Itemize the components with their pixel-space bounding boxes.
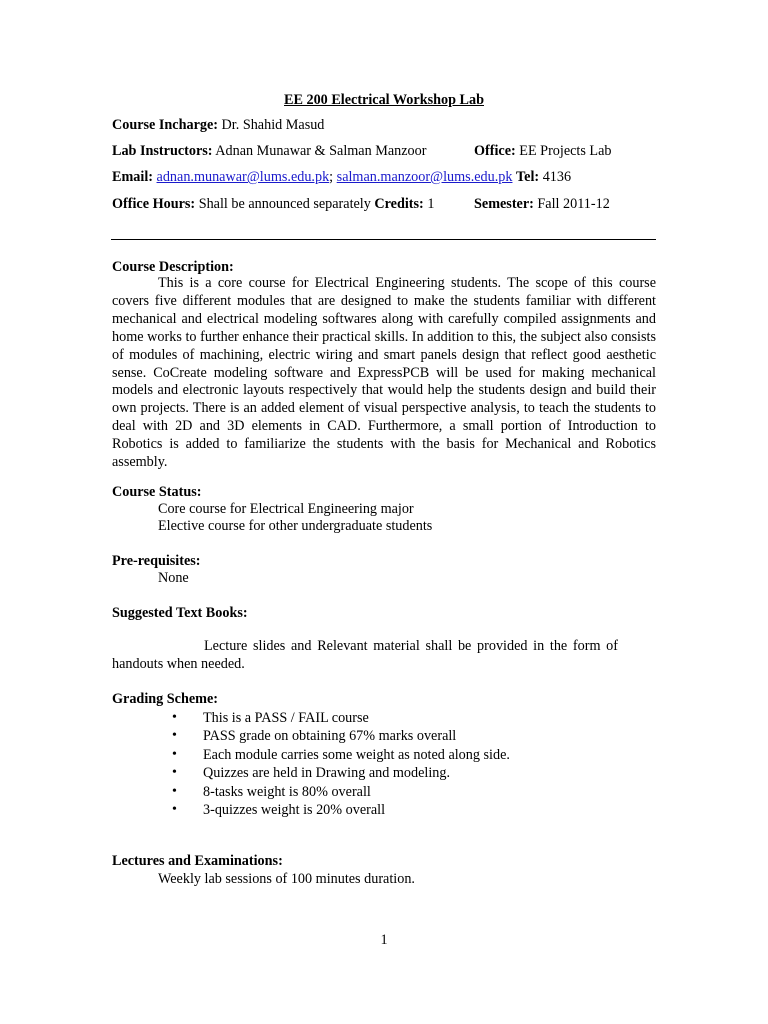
status-heading: Course Status: xyxy=(112,484,202,500)
description-paragraph xyxy=(112,275,656,472)
hours-value: Shall be announced separately xyxy=(195,196,375,212)
email-separator: ; xyxy=(329,169,334,185)
grading-heading: Grading Scheme: xyxy=(112,691,219,707)
header-divider xyxy=(111,239,656,240)
grading-item-text: 3-quizzes weight is 20% overall xyxy=(203,802,386,818)
instructors-value: Adnan Munawar & Salman Manzoor xyxy=(212,143,427,159)
bullet-icon: • xyxy=(172,728,177,743)
hours-label: Office Hours: xyxy=(112,196,196,212)
incharge-value: Dr. Shahid Masud xyxy=(218,117,325,133)
semester-value: Fall 2011-12 xyxy=(533,196,610,212)
description-heading: Course Description: xyxy=(112,259,234,275)
credits-label: Credits: xyxy=(374,196,424,212)
status-line-1: Core course for Electrical Engineering major xyxy=(158,501,414,517)
instructors-label: Lab Instructors: xyxy=(112,143,213,159)
grading-item-text: PASS grade on obtaining 67% marks overall xyxy=(203,728,457,744)
hours-line xyxy=(112,195,434,213)
office-value: EE Projects Lab xyxy=(515,143,612,159)
bullet-icon: • xyxy=(172,784,177,799)
tel-value: 4136 xyxy=(539,169,572,185)
semester-label: Semester: xyxy=(474,196,534,212)
prereq-value: None xyxy=(158,570,189,586)
description-text: This is a core course for Electrical Engineering students. The scope of this course covers five different modules that are designed to make the students familiar with different mechanical and electrical modeling softwares along with carefully compiled assignments and home works to further enhance their practical skills. In addition to this, the subject also consists of modules of machining, electric wiring and smart panels design that reflect good aesthetic sense. CoCreate modeling software and ExpressPCB will be used for making mechanical models and electronic layouts respectively that would help the students design and build their own projects. There is an added element of visual perspective analysis, to teach the students to deal with 2D and 3D elements in CAD. Furthermore, a small portion of Introduction to Robotics is added to familiarize the students with the basis for Mechanical and Robotics assembly. xyxy=(112,275,656,471)
email-label: Email: xyxy=(112,169,153,185)
lectures-text: Weekly lab sessions of 100 minutes duration. xyxy=(158,871,415,887)
textbooks-text: Lecture slides and Relevant material shall be provided in the form of handouts when needed. xyxy=(112,638,618,672)
textbooks-paragraph xyxy=(112,638,618,674)
prereq-heading: Pre-requisites: xyxy=(112,553,201,569)
bullet-icon: • xyxy=(172,747,177,762)
grading-item-text: 8-tasks weight is 80% overall xyxy=(203,784,371,800)
credits-value: 1 xyxy=(423,196,435,212)
textbooks-heading: Suggested Text Books: xyxy=(112,605,248,621)
status-line-2: Elective course for other undergraduate students xyxy=(158,518,433,534)
bullet-icon: • xyxy=(172,802,177,817)
page-number: 1 xyxy=(380,932,388,948)
bullet-icon: • xyxy=(172,765,177,780)
office-line xyxy=(474,142,612,160)
office-label: Office: xyxy=(474,143,516,159)
tel-label: Tel: xyxy=(516,169,540,185)
grading-item-text: This is a PASS / FAIL course xyxy=(203,710,369,726)
bullet-icon: • xyxy=(172,710,177,725)
semester-line xyxy=(474,195,610,213)
email-link-adnan[interactable]: adnan.munawar@lums.edu.pk xyxy=(156,169,330,185)
email-link-salman[interactable]: salman.manzoor@lums.edu.pk xyxy=(336,169,513,185)
incharge-line xyxy=(112,116,324,134)
course-title: EE 200 Electrical Workshop Lab xyxy=(284,92,484,108)
instructors-line xyxy=(112,142,426,160)
incharge-label: Course Incharge: xyxy=(112,117,218,133)
grading-item-text: Each module carries some weight as noted along side. xyxy=(203,747,510,763)
grading-item-text: Quizzes are held in Drawing and modeling. xyxy=(203,765,451,781)
lectures-heading: Lectures and Examinations: xyxy=(112,853,283,869)
email-line xyxy=(112,168,571,186)
